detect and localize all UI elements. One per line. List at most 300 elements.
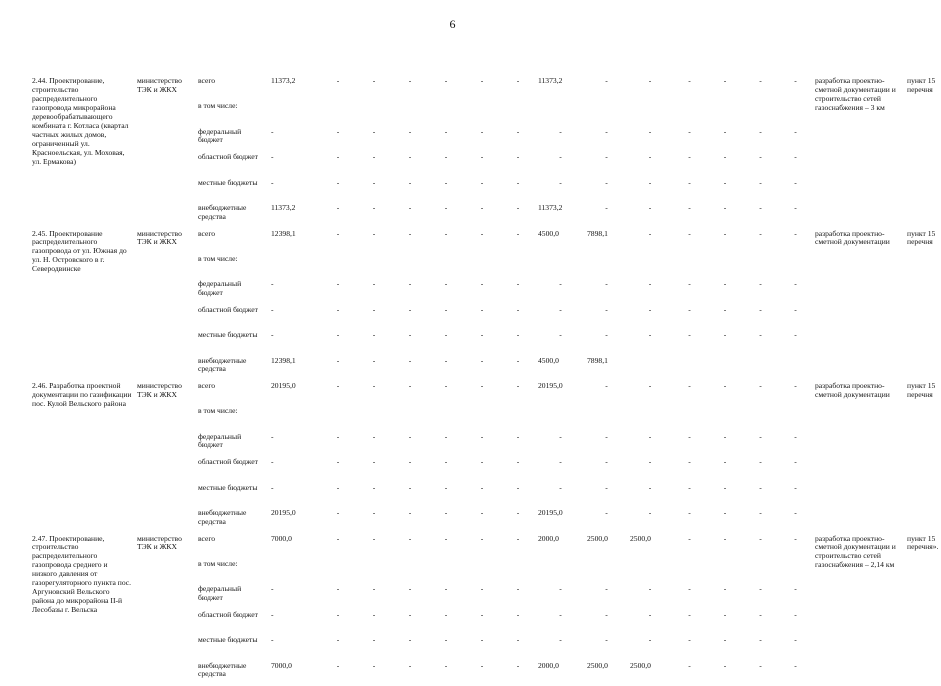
funding-value (628, 254, 672, 280)
funding-source: внебюджетные средства (196, 661, 269, 686)
funding-value: - (743, 432, 778, 458)
funding-value (628, 559, 672, 585)
funding-value (585, 559, 628, 585)
funding-value: - (585, 330, 628, 356)
funding-value: - (428, 610, 464, 636)
funding-value: - (743, 457, 778, 483)
funding-value: - (320, 610, 356, 636)
funding-value: - (500, 229, 536, 254)
project-reference: пункт 15 перечня (905, 381, 941, 534)
funding-value: - (464, 178, 500, 204)
funding-value: - (428, 457, 464, 483)
funding-value (628, 356, 672, 382)
funding-value: - (356, 635, 392, 661)
funding-value: 20195,0 (269, 508, 320, 534)
funding-value: - (672, 610, 707, 636)
funding-value: - (707, 457, 743, 483)
funding-value: - (536, 432, 585, 458)
funding-value: - (778, 279, 813, 305)
funding-value: - (707, 152, 743, 178)
funding-value: - (778, 584, 813, 610)
funding-value (464, 559, 500, 585)
funding-value: - (500, 661, 536, 686)
funding-value (392, 559, 428, 585)
funding-value: 11373,2 (269, 76, 320, 101)
funding-value (536, 406, 585, 432)
funding-value: - (428, 127, 464, 153)
funding-value: - (464, 356, 500, 382)
funding-value: - (672, 305, 707, 331)
program-table (30, 76, 941, 686)
funding-value: - (585, 305, 628, 331)
funding-value: - (585, 178, 628, 204)
funding-value: - (500, 203, 536, 229)
table-row (30, 76, 941, 101)
funding-value (778, 559, 813, 585)
funding-value (778, 254, 813, 280)
table-row (30, 534, 941, 559)
funding-value (672, 101, 707, 127)
funding-value: - (320, 76, 356, 101)
funding-value: - (392, 483, 428, 509)
funding-source: федеральный бюджет (196, 432, 269, 458)
funding-value: - (536, 610, 585, 636)
funding-value: - (672, 229, 707, 254)
funding-value: - (356, 381, 392, 406)
funding-value (500, 559, 536, 585)
funding-value: - (778, 127, 813, 153)
funding-value: - (628, 152, 672, 178)
funding-value: 2500,0 (585, 534, 628, 559)
funding-value: - (536, 330, 585, 356)
funding-value: - (628, 127, 672, 153)
funding-value: - (320, 203, 356, 229)
funding-value: 4500,0 (536, 356, 585, 382)
funding-value: 7000,0 (269, 534, 320, 559)
funding-value: - (672, 76, 707, 101)
funding-value (320, 406, 356, 432)
funding-value: - (428, 330, 464, 356)
funding-value (392, 101, 428, 127)
funding-value: - (743, 152, 778, 178)
funding-value (672, 406, 707, 432)
funding-value: - (672, 152, 707, 178)
funding-value: 2000,0 (536, 661, 585, 686)
funding-value: - (628, 584, 672, 610)
funding-value: - (536, 178, 585, 204)
funding-value (356, 559, 392, 585)
funding-source: в том числе: (196, 101, 269, 127)
project-reference: пункт 15 перечня (905, 229, 941, 382)
funding-value: - (672, 178, 707, 204)
funding-value: - (356, 356, 392, 382)
funding-value: - (356, 534, 392, 559)
funding-value: - (428, 356, 464, 382)
funding-value: - (743, 381, 778, 406)
funding-value: - (500, 152, 536, 178)
funding-value: - (428, 203, 464, 229)
funding-value: - (320, 381, 356, 406)
funding-value: - (500, 127, 536, 153)
funding-value: - (464, 76, 500, 101)
funding-source: местные бюджеты (196, 178, 269, 204)
funding-value: - (536, 483, 585, 509)
funding-value: - (320, 661, 356, 686)
funding-value: - (743, 76, 778, 101)
funding-value (392, 254, 428, 280)
funding-value: - (778, 661, 813, 686)
funding-value (536, 254, 585, 280)
funding-value: - (707, 508, 743, 534)
project-result: разработка проектно-сметной документации и строительство сетей газоснабжения – 2,14 км (813, 534, 905, 686)
funding-value: - (428, 76, 464, 101)
funding-value: - (707, 635, 743, 661)
funding-value: - (320, 127, 356, 153)
funding-value: - (585, 203, 628, 229)
funding-value: - (500, 457, 536, 483)
funding-value: - (500, 584, 536, 610)
funding-value (585, 406, 628, 432)
funding-value: - (743, 661, 778, 686)
funding-value: - (707, 483, 743, 509)
funding-value: - (707, 381, 743, 406)
funding-value: - (707, 76, 743, 101)
funding-value: - (269, 483, 320, 509)
funding-value: - (707, 432, 743, 458)
funding-source: в том числе: (196, 254, 269, 280)
funding-value: - (778, 534, 813, 559)
funding-value: - (320, 330, 356, 356)
funding-value: - (392, 508, 428, 534)
funding-value: - (707, 330, 743, 356)
funding-value (536, 559, 585, 585)
funding-value: - (672, 534, 707, 559)
funding-value: 2500,0 (628, 661, 672, 686)
funding-value: 2500,0 (628, 534, 672, 559)
funding-value: - (269, 584, 320, 610)
funding-source: внебюджетные средства (196, 203, 269, 229)
funding-value (464, 254, 500, 280)
funding-value: - (672, 483, 707, 509)
table-row (30, 229, 941, 254)
funding-value (356, 406, 392, 432)
funding-value (585, 101, 628, 127)
funding-value: - (500, 279, 536, 305)
project-executor: министерство ТЭК и ЖКХ (135, 381, 196, 534)
funding-value: - (392, 432, 428, 458)
funding-value: - (743, 534, 778, 559)
project-reference: пункт 15 перечня». (905, 534, 941, 686)
funding-value: - (628, 483, 672, 509)
funding-value: - (392, 76, 428, 101)
funding-value: - (392, 305, 428, 331)
funding-value (707, 254, 743, 280)
funding-value: - (500, 635, 536, 661)
funding-value: - (464, 229, 500, 254)
funding-source: местные бюджеты (196, 330, 269, 356)
funding-value: - (707, 584, 743, 610)
funding-value (672, 356, 707, 382)
funding-value: - (356, 305, 392, 331)
funding-value: 12398,1 (269, 356, 320, 382)
funding-value: - (500, 483, 536, 509)
funding-value: - (356, 457, 392, 483)
funding-value: - (628, 203, 672, 229)
funding-value: - (628, 279, 672, 305)
project-executor: министерство ТЭК и ЖКХ (135, 534, 196, 686)
funding-value: - (707, 534, 743, 559)
funding-value: - (628, 508, 672, 534)
funding-value: - (428, 584, 464, 610)
funding-value: 7898,1 (585, 356, 628, 382)
funding-value: - (269, 432, 320, 458)
funding-value: - (628, 305, 672, 331)
funding-value: - (585, 76, 628, 101)
project-executor: министерство ТЭК и ЖКХ (135, 229, 196, 382)
funding-value: - (628, 330, 672, 356)
funding-value: 11373,2 (269, 203, 320, 229)
funding-value: - (585, 508, 628, 534)
project-description: 2.45. Проектирование распределительного газопровода от ул. Южная до ул. Н. Островского в г. Северодвинске (30, 229, 135, 382)
funding-value: - (464, 610, 500, 636)
funding-value: - (707, 229, 743, 254)
funding-value: 11373,2 (536, 203, 585, 229)
funding-value: - (628, 229, 672, 254)
funding-value (356, 254, 392, 280)
funding-value: - (320, 457, 356, 483)
funding-value: - (672, 203, 707, 229)
funding-value: - (743, 483, 778, 509)
funding-value: - (320, 305, 356, 331)
funding-value: - (778, 508, 813, 534)
funding-value: - (778, 457, 813, 483)
funding-value: - (707, 279, 743, 305)
funding-value: - (464, 534, 500, 559)
funding-value (707, 356, 743, 382)
funding-value: - (269, 279, 320, 305)
funding-value: - (392, 457, 428, 483)
funding-value: - (585, 610, 628, 636)
funding-value: - (585, 381, 628, 406)
funding-value (500, 406, 536, 432)
funding-value: - (585, 457, 628, 483)
funding-value: - (672, 457, 707, 483)
funding-value: - (464, 381, 500, 406)
funding-value: - (428, 661, 464, 686)
funding-value: - (672, 330, 707, 356)
funding-value: - (672, 432, 707, 458)
funding-value: - (707, 178, 743, 204)
funding-value: - (778, 330, 813, 356)
funding-value: - (320, 483, 356, 509)
funding-value: - (320, 508, 356, 534)
funding-source: федеральный бюджет (196, 127, 269, 153)
funding-value: - (628, 635, 672, 661)
funding-value (628, 406, 672, 432)
funding-value: - (743, 508, 778, 534)
funding-value (500, 254, 536, 280)
funding-value: - (707, 610, 743, 636)
funding-value: - (707, 661, 743, 686)
funding-value: - (464, 508, 500, 534)
funding-value: - (500, 610, 536, 636)
funding-value: - (464, 483, 500, 509)
funding-value (707, 101, 743, 127)
funding-value: - (320, 635, 356, 661)
funding-value: - (743, 610, 778, 636)
funding-value (743, 356, 778, 382)
funding-value: - (356, 661, 392, 686)
funding-value: - (392, 661, 428, 686)
funding-value (778, 406, 813, 432)
funding-value: - (392, 229, 428, 254)
funding-value: - (707, 127, 743, 153)
funding-value: - (428, 508, 464, 534)
funding-value (743, 559, 778, 585)
funding-value: - (356, 76, 392, 101)
funding-value: - (672, 661, 707, 686)
funding-value: - (269, 152, 320, 178)
funding-value: - (672, 381, 707, 406)
funding-value: - (428, 381, 464, 406)
funding-value: - (356, 178, 392, 204)
funding-value: - (500, 178, 536, 204)
funding-value: - (536, 279, 585, 305)
project-description: 2.47. Проектирование, строительство распределительного газопровода среднего и низкого давления от газорегуляторного пункта пос. Аргуновский Вельского района до микрорайона II-й Лесобазы г. Вельска (30, 534, 135, 686)
funding-value: - (628, 178, 672, 204)
funding-value: - (428, 305, 464, 331)
funding-value (320, 101, 356, 127)
funding-source: всего (196, 229, 269, 254)
funding-value: - (356, 584, 392, 610)
funding-value: 20195,0 (536, 381, 585, 406)
funding-value: - (672, 508, 707, 534)
funding-value: - (536, 584, 585, 610)
funding-source: федеральный бюджет (196, 584, 269, 610)
funding-value: - (585, 483, 628, 509)
funding-value: - (356, 330, 392, 356)
funding-value: - (392, 356, 428, 382)
funding-value: - (500, 381, 536, 406)
funding-value: - (269, 457, 320, 483)
project-executor: министерство ТЭК и ЖКХ (135, 76, 196, 229)
funding-value: - (356, 152, 392, 178)
funding-value (707, 406, 743, 432)
funding-source: местные бюджеты (196, 483, 269, 509)
project-result: разработка проектно-сметной документации (813, 381, 905, 534)
funding-value (392, 406, 428, 432)
funding-value: - (464, 661, 500, 686)
funding-value: - (500, 432, 536, 458)
funding-value: - (500, 508, 536, 534)
funding-value: - (778, 610, 813, 636)
funding-value: - (464, 635, 500, 661)
funding-value (320, 559, 356, 585)
funding-value (428, 101, 464, 127)
funding-value (464, 406, 500, 432)
funding-value: - (464, 432, 500, 458)
funding-value: 2000,0 (536, 534, 585, 559)
project-reference: пункт 15 перечня (905, 76, 941, 229)
funding-value (269, 559, 320, 585)
funding-value: - (356, 610, 392, 636)
funding-value: - (707, 203, 743, 229)
funding-value: - (392, 178, 428, 204)
funding-value: - (707, 305, 743, 331)
funding-value (672, 559, 707, 585)
funding-value: - (778, 381, 813, 406)
funding-value: - (778, 229, 813, 254)
funding-value (743, 254, 778, 280)
funding-value: - (778, 203, 813, 229)
funding-value: - (320, 178, 356, 204)
funding-value: - (778, 432, 813, 458)
project-description: 2.46. Разработка проектной документации по газификации пос. Кулой Вельского района (30, 381, 135, 534)
funding-value: - (464, 584, 500, 610)
funding-source: внебюджетные средства (196, 508, 269, 534)
funding-value: - (585, 584, 628, 610)
funding-value: - (743, 229, 778, 254)
funding-value: - (428, 432, 464, 458)
funding-value: - (392, 610, 428, 636)
funding-value: - (428, 635, 464, 661)
funding-value: - (269, 305, 320, 331)
funding-value: - (743, 584, 778, 610)
funding-value: - (269, 635, 320, 661)
funding-source: областной бюджет (196, 152, 269, 178)
funding-value: - (428, 279, 464, 305)
funding-value: - (743, 203, 778, 229)
funding-value: - (536, 457, 585, 483)
funding-value (320, 254, 356, 280)
funding-value: - (428, 178, 464, 204)
funding-source: областной бюджет (196, 610, 269, 636)
funding-source: всего (196, 534, 269, 559)
funding-value: - (500, 76, 536, 101)
funding-value: - (628, 610, 672, 636)
funding-value: - (536, 635, 585, 661)
funding-value (672, 254, 707, 280)
funding-value (628, 101, 672, 127)
funding-value: 20195,0 (536, 508, 585, 534)
funding-value: - (743, 279, 778, 305)
funding-value: - (392, 381, 428, 406)
funding-value: - (269, 178, 320, 204)
funding-value: - (428, 483, 464, 509)
funding-value: - (500, 330, 536, 356)
funding-value: - (585, 152, 628, 178)
funding-value: - (585, 279, 628, 305)
funding-value: - (628, 457, 672, 483)
project-result: разработка проектно-сметной документации и строительство сетей газоснабжения – 3 км (813, 76, 905, 229)
funding-value (778, 101, 813, 127)
funding-value: - (392, 279, 428, 305)
funding-value: - (536, 152, 585, 178)
funding-value: - (320, 432, 356, 458)
funding-value: - (672, 127, 707, 153)
funding-value (500, 101, 536, 127)
funding-value: - (269, 610, 320, 636)
funding-value: - (392, 127, 428, 153)
funding-value: - (672, 279, 707, 305)
project-result: разработка проектно-сметной документации (813, 229, 905, 382)
funding-value: - (778, 152, 813, 178)
funding-value: - (356, 508, 392, 534)
funding-value: - (743, 330, 778, 356)
funding-value: - (464, 305, 500, 331)
funding-value: - (536, 305, 585, 331)
funding-source: в том числе: (196, 406, 269, 432)
